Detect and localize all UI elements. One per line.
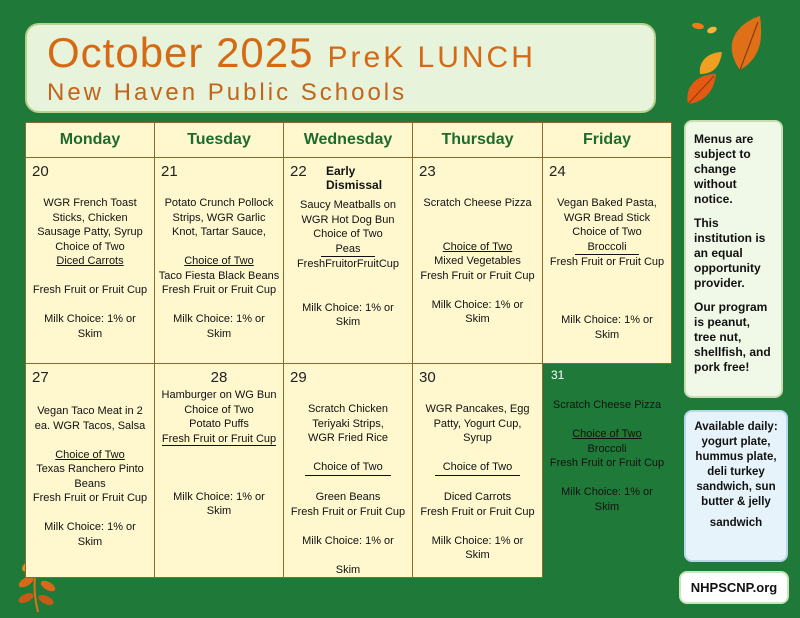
date-number: 24 xyxy=(549,163,566,180)
date-number: 22 xyxy=(290,163,307,180)
date-number: 20 xyxy=(32,163,49,180)
menu-items: WGR Pancakes, Egg Patty, Yogurt Cup, Syrup Choice of Two Diced Carrots Fresh Fruit or Fruit Cup Milk Choice: 1% or Skim xyxy=(420,403,535,561)
day-cell-29 xyxy=(283,363,413,578)
day-cell-23 xyxy=(412,157,543,364)
menu-items: Vegan Taco Meat in 2 ea. WGR Tacos, Salsa Choice of Two Texas Ranchero Pinto Beans Fresh Fruit or Fruit Cup Milk Choice: 1% or Skim xyxy=(32,405,148,548)
day-header-tuesday: Tuesday xyxy=(154,122,284,158)
menu-items: Saucy Meatballs on WGR Hot Dog Bun Choice of Two Peas FreshFruitorFruitCup Milk Choice: 1% or Skim xyxy=(296,199,400,328)
day-header-thursday: Thursday xyxy=(412,122,543,158)
autumn-leaves-icon xyxy=(680,12,790,112)
date-number: 21 xyxy=(161,163,178,180)
date-number: 23 xyxy=(419,163,436,180)
date-number: 29 xyxy=(290,369,307,386)
title-banner xyxy=(25,23,656,113)
date-number: 30 xyxy=(419,369,436,386)
school-name: New Haven Public Schools xyxy=(47,79,408,106)
change-notice: Menus are subject to change without notice. xyxy=(694,132,754,206)
website-link[interactable]: NHPSCNP.org xyxy=(679,571,789,604)
menu-items: Scratch Cheese Pizza Choice of Two Mixed Vegetables Fresh Fruit or Fruit Cup Milk Choice: 1% or Skim xyxy=(420,197,535,325)
available-daily-text: Available daily: yogurt plate, hummus plate, deli turkey sandwich, sun butter & jelly xyxy=(694,421,778,508)
date-number: 31 xyxy=(551,368,565,382)
day-header-friday: Friday xyxy=(542,122,672,158)
available-daily-end: sandwich xyxy=(709,517,763,529)
menu-items: Scratch Chicken Teriyaki Strips, WGR Fried Rice Choice of Two Green Beans Fresh Fruit or Fruit Cup Milk Choice: 1% or Skim xyxy=(290,403,406,576)
day-cell-22 xyxy=(283,157,413,364)
date-number: 27 xyxy=(32,369,49,386)
allergen-notice: Our program is peanut, tree nut, shellfish, and pork free! xyxy=(694,300,771,374)
day-cell-30 xyxy=(412,363,543,578)
date-number: 28 xyxy=(210,369,228,386)
day-cell-27 xyxy=(25,363,155,578)
day-cell-21 xyxy=(154,157,284,364)
month-title: October 2025 xyxy=(47,29,314,76)
day-cell-24 xyxy=(542,157,672,364)
menu-calendar xyxy=(25,122,672,578)
menu-items: Potato Crunch Pollock Strips, WGR Garlic Knot, Tartar Sauce, Choice of Two Taco Fiesta Black Beans Fresh Fruit or Fruit Cup Milk Choice: 1% or Skim xyxy=(158,197,280,340)
menu-items: WGR French Toast Sticks, Chicken Sausage Patty, Syrup Choice of Two Diced Carrots Fresh Fruit or Fruit Cup Milk Choice: 1% or Skim xyxy=(32,197,148,340)
menu-items: Vegan Baked Pasta, WGR Bread Stick Choice of Two Broccoli Fresh Fruit or Fruit Cup Milk Choice: 1% or Skim xyxy=(549,197,665,341)
day-header-wednesday: Wednesday xyxy=(283,122,413,158)
available-daily-box xyxy=(684,410,788,562)
day-cell-20 xyxy=(25,157,155,364)
menu-items: Scratch Cheese Pizza Choice of Two Broccoli Fresh Fruit or Fruit Cup Milk Choice: 1% or Skim xyxy=(549,399,665,513)
day-cell-28 xyxy=(154,363,284,578)
day-header-monday: Monday xyxy=(25,122,155,158)
page-title xyxy=(47,29,536,77)
menu-items: Hamburger on WG Bun Choice of Two Potato Puffs Fresh Fruit or Fruit Cup Milk Choice: 1% or Skim xyxy=(161,389,277,517)
equal-opportunity-notice: This institution is an equal opportunity provider. xyxy=(694,216,766,290)
notice-box xyxy=(684,120,783,398)
program-title: PreK LUNCH xyxy=(327,41,536,74)
day-cell-31 xyxy=(542,358,672,578)
early-dismissal-note: Early Dismissal xyxy=(326,164,383,192)
